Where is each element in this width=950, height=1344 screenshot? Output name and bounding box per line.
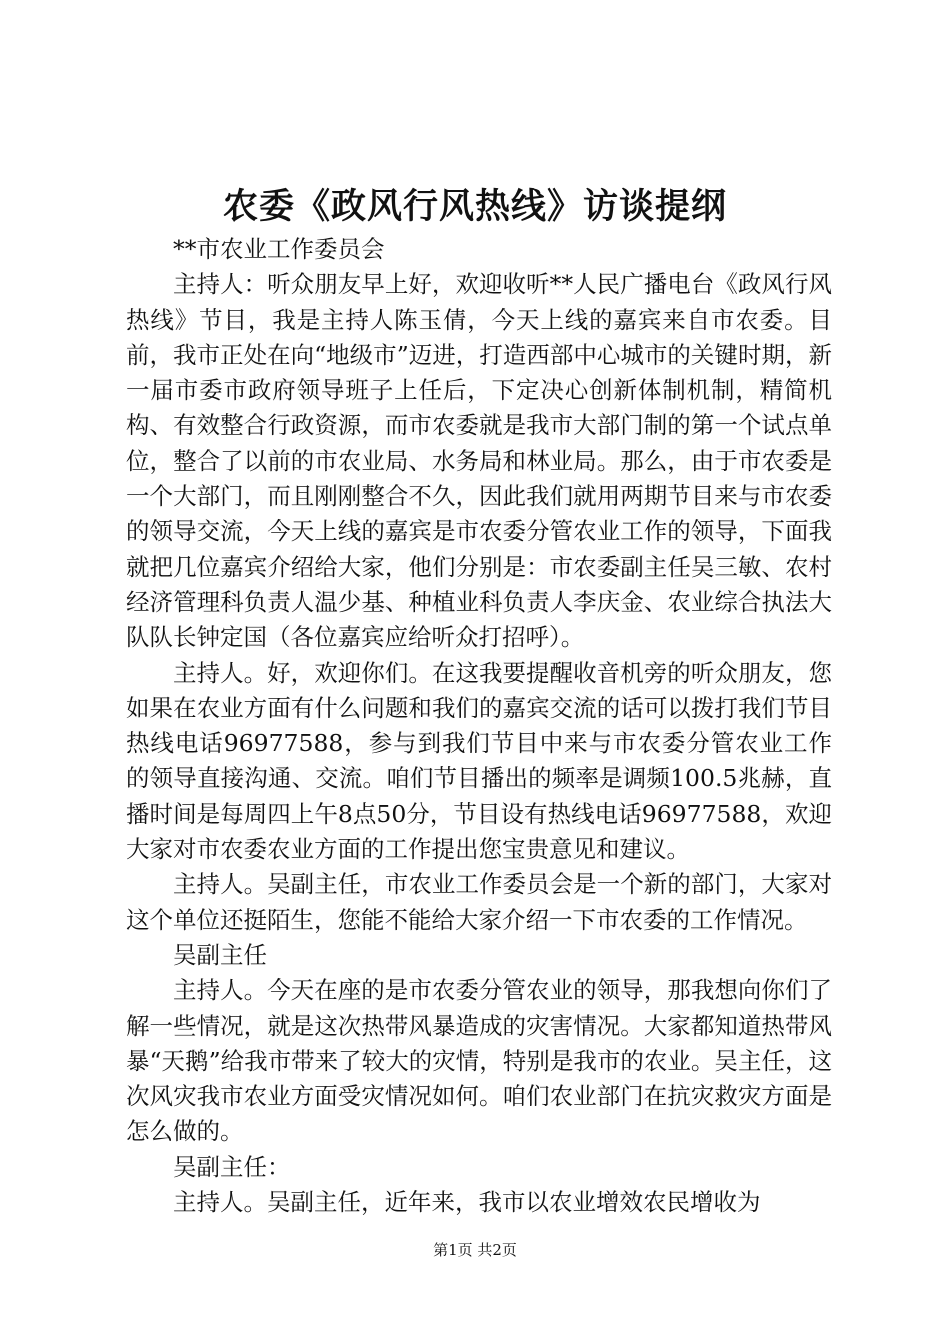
paragraph-speaker-2: 吴副主任： (173, 1152, 291, 1181)
paragraph-host-question-2: 主持人。今天在座的是市农委分管农业的领导，那我想向你们了解一些情况，就是这次热带风暴造成的灾害情况。大家都知道热带风暴“天鹅”给我市带来了较大的灾情，特别是我市的农业。吴主任，这次风灾我市农业方面受灾情况如何。咱们农业部门在抗灾救灾方面是怎么做的。 (126, 976, 832, 1146)
page-footer: 第1页 共2页 (433, 1241, 517, 1259)
document-body (126, 232, 832, 1220)
paragraph-speaker-1: 吴副主任 (173, 940, 267, 969)
paragraph-organization: **市农业工作委员会 (173, 235, 385, 263)
paragraph-host-question-1: 主持人。吴副主任，市农业工作委员会是一个新的部门，大家对这个单位还挺陌生，您能不能给大家介绍一下市农委的工作情况。 (126, 870, 832, 934)
paragraph-host-intro: 主持人：听众朋友早上好，欢迎收听**人民广播电台《政风行风热线》节目，我是主持人陈玉倩，今天上线的嘉宾来自市农委。目前，我市正处在向“地级市”迈进，打造西部中心城市的关键时期，新一届市委市政府领导班子上任后，下定决心创新体制机制，精简机构、有效整合行政资源，而市农委就是我市大部门制的第一个试点单位，整合了以前的市农业局、水务局和林业局。那么，由于市农委是一个大部门，而且刚刚整合不久，因此我们就用两期节目来与市农委的领导交流，今天上线的嘉宾是市农委分管农业工作的领导，下面我就把几位嘉宾介绍给大家，他们分别是：市农委副主任吴三敏、农村经济管理科负责人温少基、种植业科负责人李庆金、农业综合执法大队队长钟定国（各位嘉宾应给听众打招呼）。 (126, 270, 832, 652)
document-title: 农委《政风行风热线》访谈提纲 (222, 186, 727, 227)
paragraph-host-question-3: 主持人。吴副主任，近年来，我市以农业增效农民增收为 (173, 1188, 761, 1217)
paragraph-host-hotline: 主持人。好，欢迎你们。在这我要提醒收音机旁的听众朋友，您如果在农业方面有什么问题和我们的嘉宾交流的话可以拨打我们节目热线电话96977588，参与到我们节目中来与市农委分管农业工作的领导直接沟通、交流。咱们节目播出的频率是调频100.5兆赫，直播时间是每周四上午8点50分，节目设有热线电话96977588，欢迎大家对市农委农业方面的工作提出您宝贵意见和建议。 (126, 658, 832, 864)
